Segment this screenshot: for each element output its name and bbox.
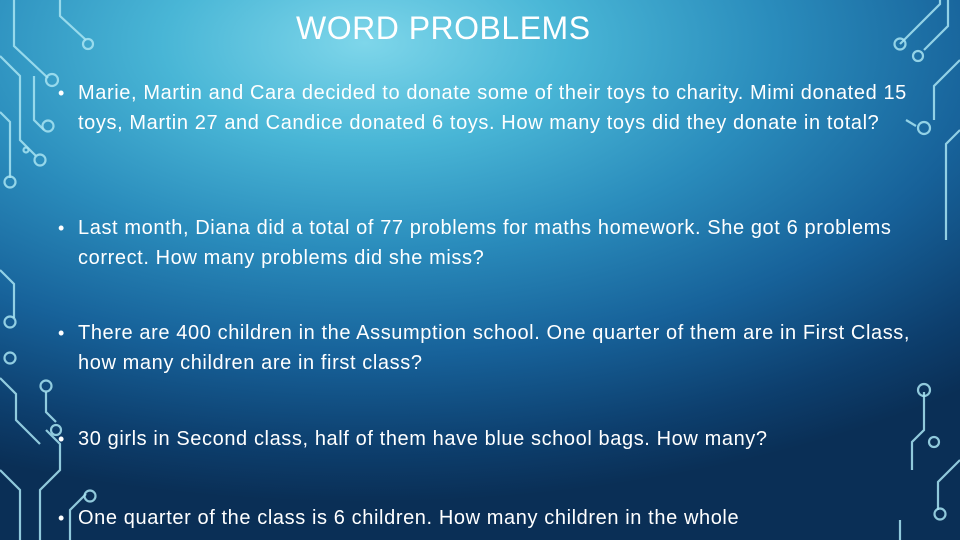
list-item [58,78,938,138]
bullet-icon: • [58,508,65,528]
slide-title: WORD PROBLEMS [296,10,591,46]
list-item [58,318,938,378]
bullet-icon: • [58,429,65,449]
list-item [58,213,938,273]
bullet-icon: • [58,83,65,103]
list-item [58,424,938,454]
problem-text: Marie, Martin and Cara decided to donate some of their toys to charity. Mimi donated 15 toys, Martin 27 and Candice donated 6 toys. How many toys did they donate in total? [78,82,907,134]
problem-text: One quarter of the class is 6 children. How many children in the whole [78,507,740,529]
problem-text: 30 girls in Second class, half of them have blue school bags. How many? [78,428,768,450]
list-item [58,503,938,533]
bullet-icon: • [58,218,65,238]
bullet-icon: • [58,323,65,343]
problem-text: There are 400 children in the Assumption school. One quarter of them are in First Class, how many children are in first class? [78,322,911,374]
problem-text: Last month, Diana did a total of 77 problems for maths homework. She got 6 problems correct. How many problems did she miss? [78,217,892,269]
